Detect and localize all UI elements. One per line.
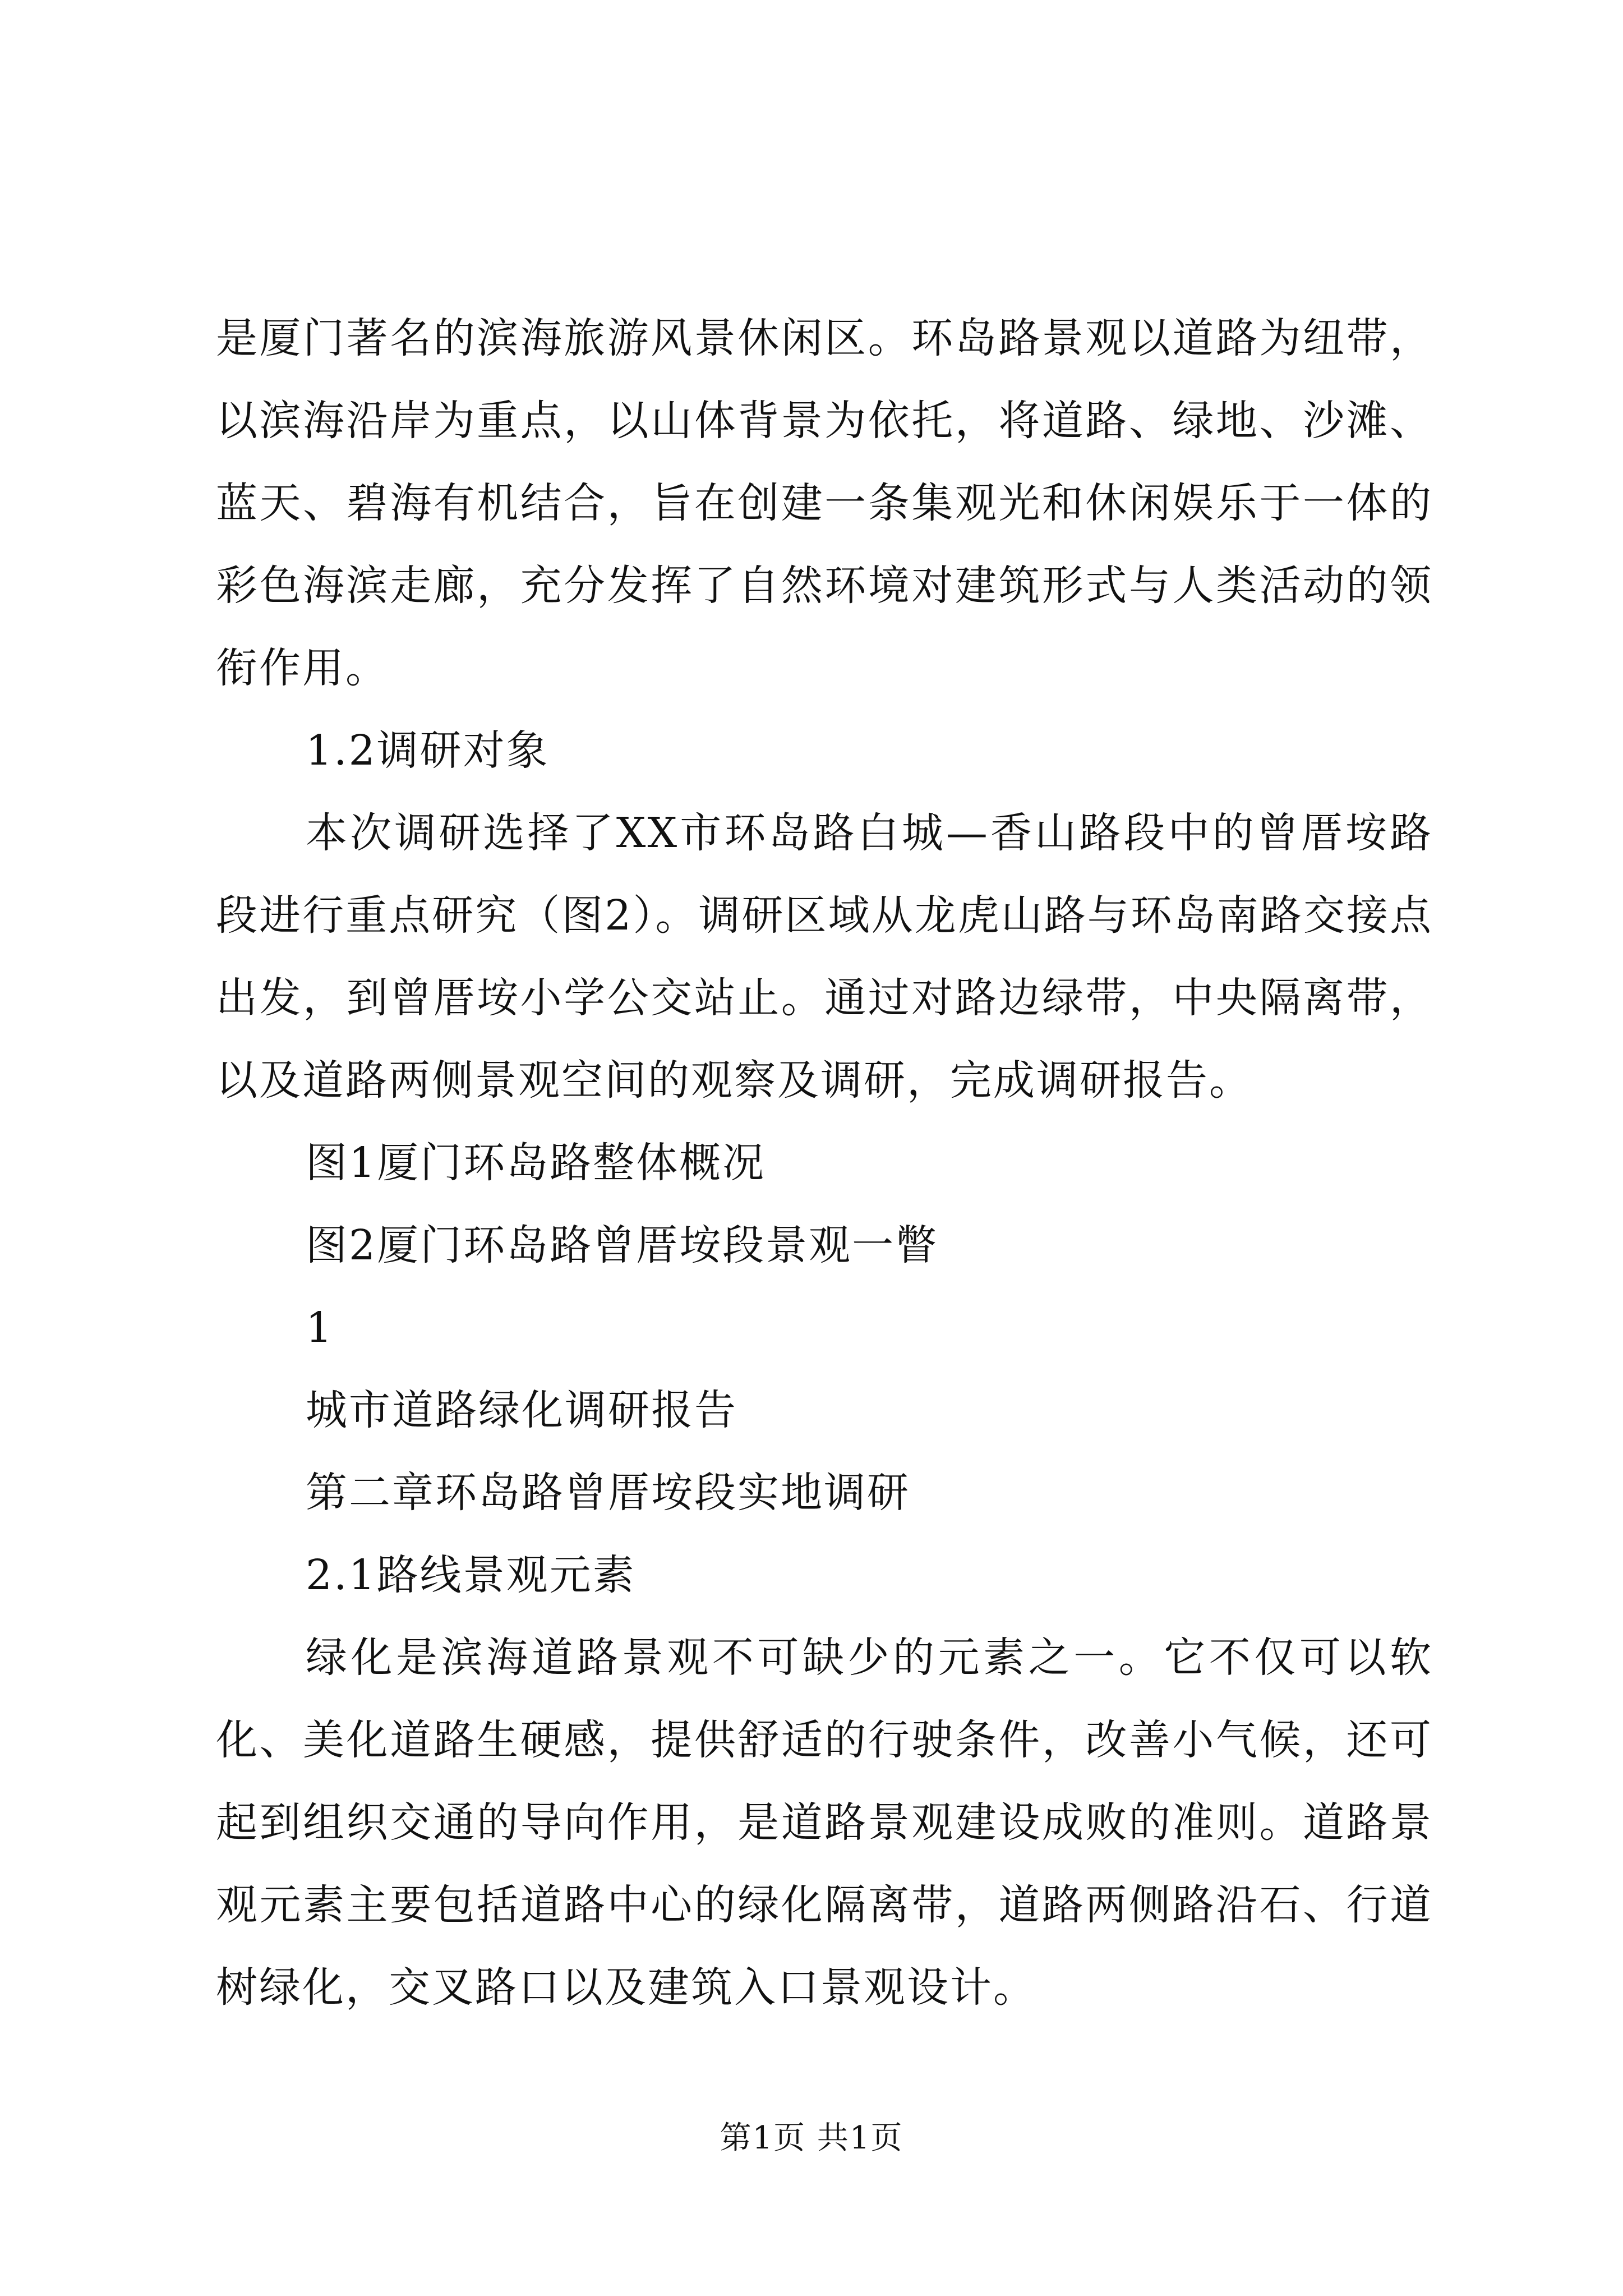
paragraph-intro-continuation: 是厦门著名的滨海旅游风景休闲区。环岛路景观以道路为纽带，以滨海沿岸为重点，以山体背景为依托，将道路、绿地、沙滩、蓝天、碧海有机结合，旨在创建一条集观光和休闲娱乐于一体的彩色海滨走廊，充分发挥了自然环境对建筑形式与人类活动的领衔作用。 bbox=[216, 314, 1433, 692]
section-heading-1-2: 1.2调研对象 bbox=[306, 726, 550, 775]
page-footer: 第1页 共1页 bbox=[720, 2120, 903, 2156]
paragraph-research-object: 本次调研选择了XX市环岛路白城—香山路段中的曾厝垵路段进行重点研究（图2）。调研区域从龙虎山路与环岛南路交接点出发，到曾厝垵小学公交站止。通过对路边绿带，中央隔离带，以及道路两侧景观空间的观察及调研，完成调研报告。 bbox=[216, 809, 1433, 1105]
running-title: 城市道路绿化调研报告 bbox=[306, 1386, 737, 1434]
paragraph-landscape-elements: 绿化是滨海道路景观不可缺少的元素之一。它不仅可以软化、美化道路生硬感，提供舒适的行驶条件，改善小气候，还可起到组织交通的导向作用，是道路景观建设成败的准则。道路景观元素主要包括道路中心的绿化隔离带，道路两侧路沿石、行道树绿化，交叉路口以及建筑入口景观设计。 bbox=[216, 1634, 1433, 2012]
document-body bbox=[216, 297, 1433, 2029]
inline-page-number: 1 bbox=[306, 1304, 334, 1352]
section-heading-2-1: 2.1路线景观元素 bbox=[306, 1551, 636, 1599]
figure-caption-2: 图2厦门环岛路曾厝垵段景观一瞥 bbox=[306, 1221, 939, 1269]
chapter-heading-2: 第二章环岛路曾厝垵段实地调研 bbox=[306, 1469, 910, 1517]
figure-caption-1: 图1厦门环岛路整体概况 bbox=[306, 1139, 766, 1187]
